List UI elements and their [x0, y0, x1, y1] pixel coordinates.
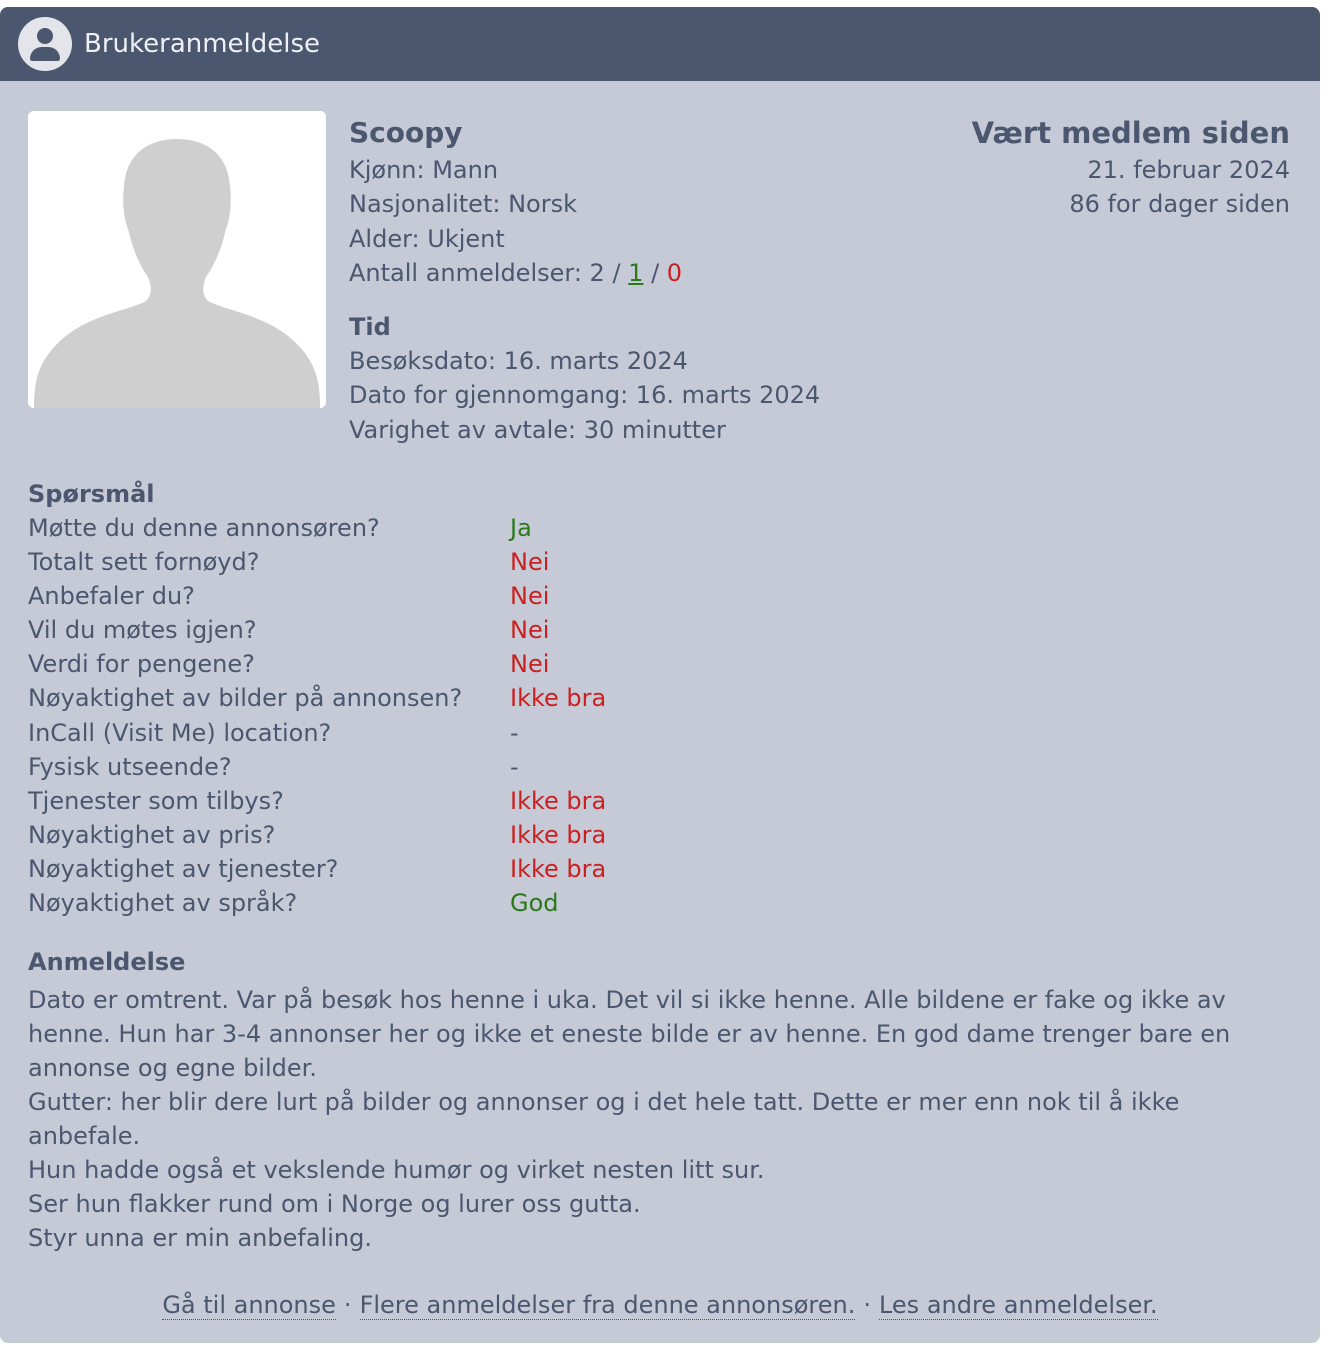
review-heading: Anmeldelse	[28, 948, 186, 976]
review-paragraph: Ser hun flakker rund om i Norge og lurer oss gutta.	[28, 1190, 641, 1218]
go-to-ad-link[interactable]: Gå til annonse	[162, 1291, 336, 1319]
footer-links	[0, 1287, 1320, 1323]
question-answer: -	[510, 718, 519, 747]
question-row	[28, 579, 1288, 613]
question-row	[28, 716, 1288, 750]
review-count	[349, 256, 949, 290]
nationality-text: Nasjonalitet: Norsk	[349, 190, 577, 219]
question-label: Tjenester som tilbys?	[28, 786, 284, 815]
question-label: Vil du møtes igjen?	[28, 616, 257, 645]
question-row	[28, 511, 1288, 545]
footer-separator: ·	[343, 1291, 352, 1319]
question-row	[28, 852, 1288, 886]
question-answer: Nei	[510, 548, 550, 577]
card-header	[0, 7, 1320, 81]
question-answer: Nei	[510, 582, 550, 611]
question-label: Verdi for pengene?	[28, 650, 255, 679]
question-label: Nøyaktighet av tjenester?	[28, 854, 339, 883]
time-heading: Tid	[349, 313, 391, 342]
question-answer: Ikke bra	[510, 854, 607, 883]
question-row	[28, 681, 1288, 715]
member-days-ago: 86 for dager siden	[1069, 190, 1290, 219]
review-text	[28, 983, 1293, 1255]
review-count-label: Antall anmeldelser: 2 /	[349, 258, 629, 287]
question-row	[28, 818, 1288, 852]
appointment-duration: Varighet av avtale: 30 minutter	[349, 415, 726, 444]
review-card	[0, 7, 1320, 1343]
other-reviews-link[interactable]: Les andre anmeldelser.	[878, 1291, 1158, 1319]
question-answer: Ikke bra	[510, 786, 607, 815]
questions-heading: Spørsmål	[28, 480, 155, 508]
question-label: Totalt sett fornøyd?	[28, 548, 260, 577]
question-answer: Nei	[510, 650, 550, 679]
question-label: Fysisk utseende?	[28, 752, 232, 781]
review-paragraph: Styr unna er min anbefaling.	[28, 1224, 372, 1252]
questions-list	[28, 511, 1288, 920]
profile-info	[349, 111, 949, 447]
footer-separator: ·	[863, 1291, 871, 1319]
member-since	[972, 111, 1290, 222]
review-date: Dato for gjennomgang: 16. marts 2024	[349, 381, 821, 410]
question-answer: Ikke bra	[510, 684, 607, 713]
question-answer: God	[510, 889, 559, 918]
reviewer-name: Scoopy	[349, 116, 463, 149]
question-answer: Ja	[510, 514, 532, 542]
question-label: Nøyaktighet av språk?	[28, 889, 298, 918]
question-answer: -	[510, 752, 519, 781]
more-reviews-advertiser-link[interactable]: Flere anmeldelser fra denne annonsøren.	[359, 1291, 856, 1319]
visit-date: Besøksdato: 16. marts 2024	[349, 347, 688, 376]
review-paragraph: Gutter: her blir dere lurt på bilder og annonser og i det hele tatt. Dette er mer enn nok til å ikke anbefale.	[28, 1088, 1180, 1150]
positive-count-link[interactable]: 1	[628, 258, 644, 287]
question-row	[28, 545, 1288, 579]
negative-count: 0	[666, 258, 683, 287]
question-row	[28, 647, 1288, 681]
silhouette-icon	[28, 111, 326, 408]
question-row	[28, 886, 1288, 920]
question-answer: Nei	[510, 616, 550, 645]
question-row	[28, 784, 1288, 818]
age-text: Alder: Ukjent	[349, 224, 505, 253]
count-separator: /	[643, 258, 667, 287]
member-since-date: 21. februar 2024	[1087, 156, 1290, 184]
question-label: InCall (Visit Me) location?	[28, 718, 332, 747]
questions-section	[28, 477, 1288, 920]
question-label: Anbefaler du?	[28, 582, 195, 611]
question-label: Møtte du denne annonsøren?	[28, 514, 380, 542]
question-answer: Ikke bra	[510, 820, 607, 849]
gender-text: Kjønn: Mann	[349, 156, 499, 184]
card-title: Brukeranmeldelse	[84, 29, 321, 59]
avatar-placeholder-image	[28, 111, 326, 408]
member-since-heading: Vært medlem siden	[971, 116, 1290, 150]
review-section	[28, 945, 1293, 1255]
review-paragraph: Hun hadde også et vekslende humør og virket nesten litt sur.	[28, 1156, 765, 1184]
question-label: Nøyaktighet av pris?	[28, 820, 276, 849]
user-circle-icon	[18, 17, 72, 71]
question-label: Nøyaktighet av bilder på annonsen?	[28, 684, 463, 713]
review-paragraph: Dato er omtrent. Var på besøk hos henne i uka. Det vil si ikke henne. Alle bildene er fake og ikke av henne. Hun har 3-4 annonser her og ikke et eneste bilde er av henne. En god dame trenger bare en annonse og egne bilder.	[28, 986, 1231, 1082]
question-row	[28, 750, 1288, 784]
question-row	[28, 613, 1288, 647]
